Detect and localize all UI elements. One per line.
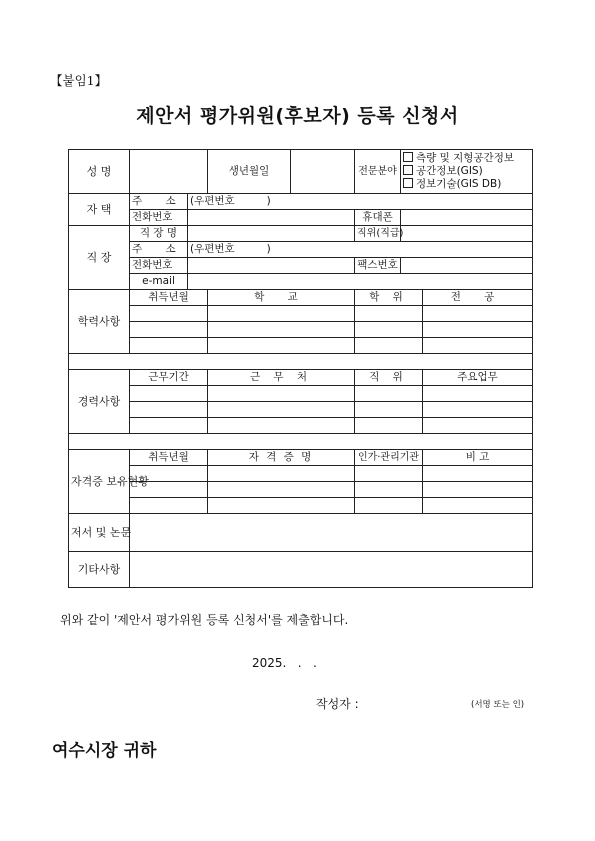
career-section-label: 경력사항 — [69, 370, 130, 434]
specialty-option[interactable]: 공간정보(GIS) — [403, 165, 530, 178]
table-row — [69, 338, 533, 354]
license-header: 자 격 증 명 — [208, 450, 355, 466]
education-header: 취득년월 — [130, 290, 208, 306]
position-field[interactable] — [401, 226, 533, 242]
specialty-option[interactable]: 측량 및 지형공간정보 — [403, 152, 530, 165]
attachment-label: 【붙임1】 — [50, 73, 108, 88]
table-row — [69, 498, 533, 514]
work-address-label: 주 소 — [130, 242, 188, 258]
license-header: 인가·관리기관 — [355, 450, 423, 466]
career-header: 주요업무 — [423, 370, 533, 386]
email-label: e-mail — [130, 274, 188, 290]
license-section-label: 자격증 보유현황 — [69, 450, 130, 514]
checkbox-icon[interactable] — [403, 178, 413, 188]
home-section-label: 자 택 — [69, 194, 130, 226]
position-label: 직위(직급) — [355, 226, 401, 242]
license-header: 비 고 — [423, 450, 533, 466]
publications-label: 저서 및 논문 — [69, 514, 130, 552]
fax-field[interactable] — [401, 258, 533, 274]
education-section-label: 학력사항 — [69, 290, 130, 354]
etc-field[interactable] — [130, 552, 533, 588]
submission-statement: 위와 같이 '제안서 평가위원 등록 신청서'를 제출합니다. — [60, 613, 349, 627]
specialty-options — [401, 150, 533, 194]
career-header: 근무기간 — [130, 370, 208, 386]
publications-field[interactable] — [130, 514, 533, 552]
table-row — [69, 322, 533, 338]
license-header: 취득년월 — [130, 450, 208, 466]
name-field[interactable] — [130, 150, 208, 194]
name-label: 성 명 — [69, 150, 130, 194]
etc-label: 기타사항 — [69, 552, 130, 588]
checkbox-icon[interactable] — [403, 152, 413, 162]
education-header: 학 위 — [355, 290, 423, 306]
checkbox-icon[interactable] — [403, 165, 413, 175]
education-header: 전 공 — [423, 290, 533, 306]
career-header: 직 위 — [355, 370, 423, 386]
submission-date: 2025. . . — [252, 656, 317, 670]
home-phone-label: 전화번호 — [130, 210, 188, 226]
fax-label: 팩스번호 — [355, 258, 401, 274]
table-row — [69, 386, 533, 402]
home-address-label: 주 소 — [130, 194, 188, 210]
mobile-field[interactable] — [401, 210, 533, 226]
workplace-field[interactable] — [188, 226, 355, 242]
work-section-label: 직 장 — [69, 226, 130, 290]
spacer-row — [69, 434, 533, 450]
mobile-label: 휴대폰 — [355, 210, 401, 226]
home-address-field[interactable]: (우편번호 ) — [188, 194, 533, 210]
page-title: 제안서 평가위원(후보자) 등록 신청서 — [136, 105, 459, 127]
recipient: 여수시장 귀하 — [52, 741, 157, 761]
table-row — [69, 306, 533, 322]
work-address-field[interactable]: (우편번호 ) — [188, 242, 533, 258]
birthdate-label: 생년월일 — [208, 150, 291, 194]
email-field[interactable] — [188, 274, 533, 290]
work-phone-label: 전화번호 — [130, 258, 188, 274]
author-label: 작성자 : — [316, 697, 359, 711]
signature-note: (서명 또는 인) — [471, 700, 525, 710]
work-phone-field[interactable] — [188, 258, 355, 274]
education-header: 학 교 — [208, 290, 355, 306]
table-row — [69, 418, 533, 434]
table-row — [69, 402, 533, 418]
specialty-option[interactable]: 정보기술(GIS DB) — [403, 178, 530, 191]
home-phone-field[interactable] — [188, 210, 355, 226]
workplace-label: 직 장 명 — [130, 226, 188, 242]
spacer-row — [69, 354, 533, 370]
registration-form-table — [68, 149, 533, 588]
birthdate-field[interactable] — [291, 150, 355, 194]
specialty-label: 전문분야 — [355, 150, 401, 194]
career-header: 근 무 처 — [208, 370, 355, 386]
